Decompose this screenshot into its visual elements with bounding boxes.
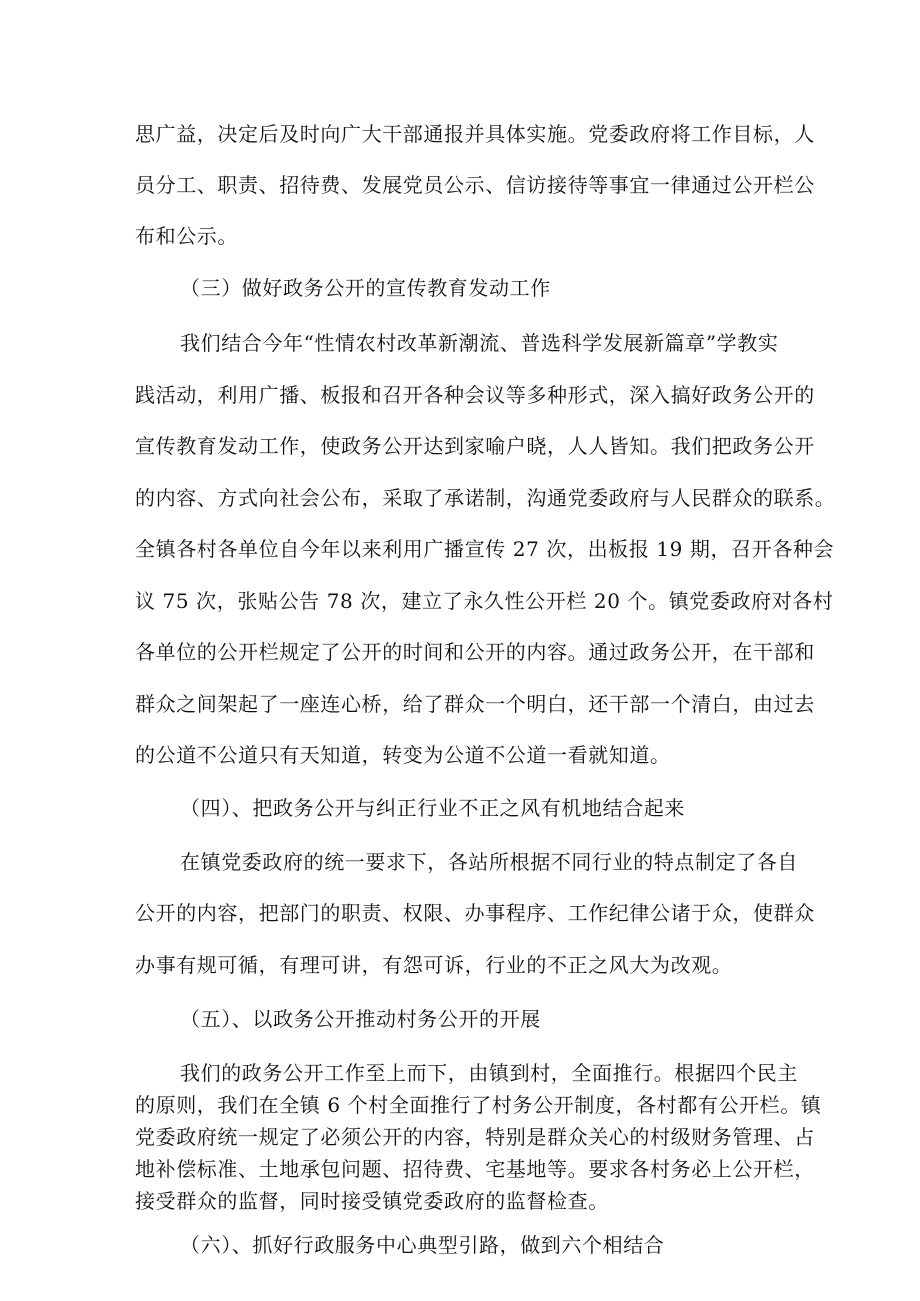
paragraph-line: 宣传教育发动工作，使政务公开达到家喻户晓，人人皆知。我们把政务公开 [135,434,815,458]
section-heading-5: （五）、以政务公开推动村务公开的开展 [180,1007,541,1031]
paragraph-line: 员分工、职责、招待费、发展党员公示、信访接待等事宜一律通过公开栏公 [135,173,815,197]
paragraph-line: 议 75 次，张贴公告 78 次，建立了永久性公开栏 20 个。镇党委政府对各村 [135,589,834,613]
paragraph-line: 接受群众的监督，同时接受镇党委政府的监督检查。 [135,1189,609,1213]
paragraph-line: 的内容、方式向社会公布，采取了承诺制，沟通党委政府与人民群众的联系。 [135,486,836,510]
paragraph-line: 布和公示。 [135,224,238,248]
section-heading-3: （三）做好政务公开的宣传教育发动工作 [180,276,551,300]
paragraph-line: 的原则，我们在全镇 6 个村全面推行了村务公开制度，各村都有公开栏。镇 [135,1093,822,1117]
paragraph-line: 践活动，利用广播、板报和召开各种会议等多种形式，深入搞好政务公开的 [135,383,815,407]
paragraph-line: 各单位的公开栏规定了公开的时间和公开的内容。通过政务公开，在干部和 [135,640,815,664]
paragraph-line: 我们的政务公开工作至上而下，由镇到村，全面推行。根据四个民主 [180,1061,798,1085]
paragraph-line: 我们结合今年“性情农村改革新潮流、普选科学发展新篇章”学教实 [180,331,779,355]
paragraph-line: 全镇各村各单位自今年以来利用广播宣传 27 次，出板报 19 期，召开各种会 [135,537,835,561]
paragraph-line: 党委政府统一规定了必须公开的内容，特别是群众关心的村级财务管理、占 [135,1125,815,1149]
paragraph-line: 在镇党委政府的统一要求下，各站所根据不同行业的特点制定了各自 [180,850,798,874]
paragraph-line: 思广益，决定后及时向广大干部通报并具体实施。党委政府将工作目标，人 [135,122,815,146]
paragraph-line: 的公道不公道只有天知道，转变为公道不公道一看就知道。 [135,743,671,767]
paragraph-line: 公开的内容，把部门的职责、权限、办事程序、工作纪律公诸于众，使群众 [135,901,815,925]
paragraph-line: 地补偿标准、土地承包问题、招待费、宅基地等。要求各村务必上公开栏， [135,1157,815,1181]
section-heading-6: （六）、抓好行政服务中心典型引路，做到六个相结合 [180,1233,665,1257]
paragraph-line: 群众之间架起了一座连心桥，给了群众一个明白，还干部一个清白，由过去 [135,692,815,716]
section-heading-4: （四）、把政务公开与纠正行业不正之风有机地结合起来 [180,796,685,820]
paragraph-line: 办事有规可循，有理可讲，有怨可诉，行业的不正之风大为改观。 [135,953,733,977]
